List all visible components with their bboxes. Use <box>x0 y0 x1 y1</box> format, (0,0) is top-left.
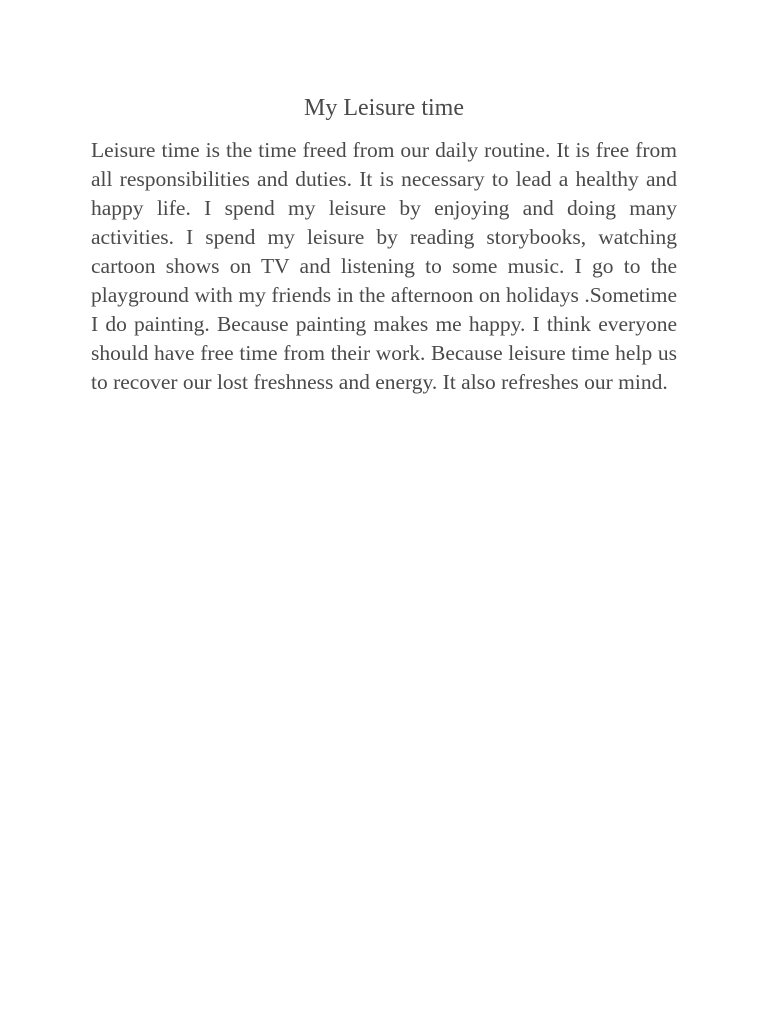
document-paragraph: Leisure time is the time freed from our daily routine. It is free from all responsibilities and duties. It is necessary to lead a healthy and happy life. I spend my leisure by enjoying and doing many activities. I spend my leisure by reading storybooks, watching cartoon shows on TV and listening to some music. I go to the playground with my friends in the afternoon on holidays .Sometime I do painting. Because painting makes me happy. I think everyone should have free time from their work. Because leisure time help us to recover our lost freshness and energy. It also refreshes our mind. <box>91 138 677 394</box>
document-title: My Leisure time <box>304 95 464 121</box>
